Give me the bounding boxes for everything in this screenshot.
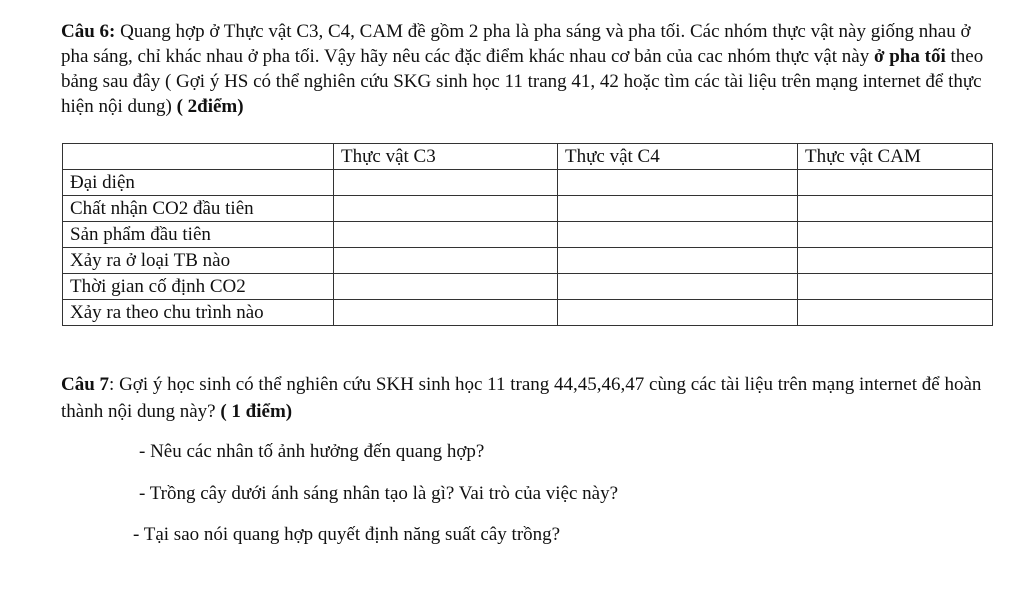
question-7-bullet: - Trồng cây dưới ánh sáng nhân tạo là gì? Vai trò của việc này? <box>139 483 619 504</box>
table-header-c3: Thực vật C3 <box>334 144 558 170</box>
question-7-text: : Gợi ý học sinh có thể nghiên cứu SKH sinh học 11 trang 44,45,46,47 cùng các tài liệu trên mạng internet để hoàn thành nội dung này? <box>61 374 982 422</box>
answer-cell[interactable] <box>334 222 558 248</box>
question-7 <box>61 371 991 425</box>
question-6-points: ( 2điểm) <box>176 96 244 117</box>
answer-cell[interactable] <box>558 248 798 274</box>
answer-cell[interactable] <box>558 170 798 196</box>
answer-cell[interactable] <box>798 274 993 300</box>
row-label: Xảy ra ở loại TB nào <box>63 248 334 274</box>
answer-cell[interactable] <box>798 300 993 326</box>
table-row <box>63 196 993 222</box>
table-row <box>63 222 993 248</box>
answer-cell[interactable] <box>334 170 558 196</box>
table-header-blank <box>63 144 334 170</box>
answer-cell[interactable] <box>558 300 798 326</box>
row-label: Đại diện <box>63 170 334 196</box>
answer-cell[interactable] <box>558 222 798 248</box>
question-7-bullet: - Tại sao nói quang hợp quyết định năng suất cây trồng? <box>133 524 561 545</box>
row-label: Chất nhận CO2 đầu tiên <box>63 196 334 222</box>
answer-cell[interactable] <box>798 170 993 196</box>
question-7-bullet: - Nêu các nhân tố ảnh hưởng đến quang hợp? <box>139 441 485 462</box>
answer-cell[interactable] <box>334 196 558 222</box>
question-7-label: Câu 7 <box>61 374 110 395</box>
answer-cell[interactable] <box>798 248 993 274</box>
answer-cell[interactable] <box>798 196 993 222</box>
answer-cell[interactable] <box>558 196 798 222</box>
answer-cell[interactable] <box>334 274 558 300</box>
row-label: Xảy ra theo chu trình nào <box>63 300 334 326</box>
table-row <box>63 300 993 326</box>
table-header-c4: Thực vật C4 <box>558 144 798 170</box>
table-row <box>63 248 993 274</box>
question-7-points: ( 1 điểm) <box>220 401 293 422</box>
answer-cell[interactable] <box>334 300 558 326</box>
table-row <box>63 274 993 300</box>
row-label: Sản phẩm đầu tiên <box>63 222 334 248</box>
table-header-cam: Thực vật CAM <box>798 144 993 170</box>
answer-cell[interactable] <box>558 274 798 300</box>
question-6-text-a: Quang hợp ở Thực vật C3, C4, CAM đề gồm 2 pha là pha sáng và pha tối. Các nhóm thực vật này giống nhau ở pha sáng, chỉ khác nhau ở pha tối. Vậy hãy nêu các đặc điểm khác nhau cơ bản của cac nhóm thực vật này <box>61 21 971 67</box>
question-6-label: Câu 6: <box>61 21 116 42</box>
answer-cell[interactable] <box>334 248 558 274</box>
table-header-row <box>63 144 993 170</box>
table-row <box>63 170 993 196</box>
comparison-table <box>62 143 993 326</box>
row-label: Thời gian cố định CO2 <box>63 274 334 300</box>
question-6-text-b: theo bảng sau đây ( Gợi ý HS có thể nghiên cứu SKG sinh học 11 trang 41, 42 hoặc tìm các tài liệu trên mạng internet để thực hiện nội dung) <box>61 46 984 117</box>
question-6-emphasis: ở pha tối <box>873 46 946 67</box>
question-6 <box>61 19 991 119</box>
answer-cell[interactable] <box>798 222 993 248</box>
